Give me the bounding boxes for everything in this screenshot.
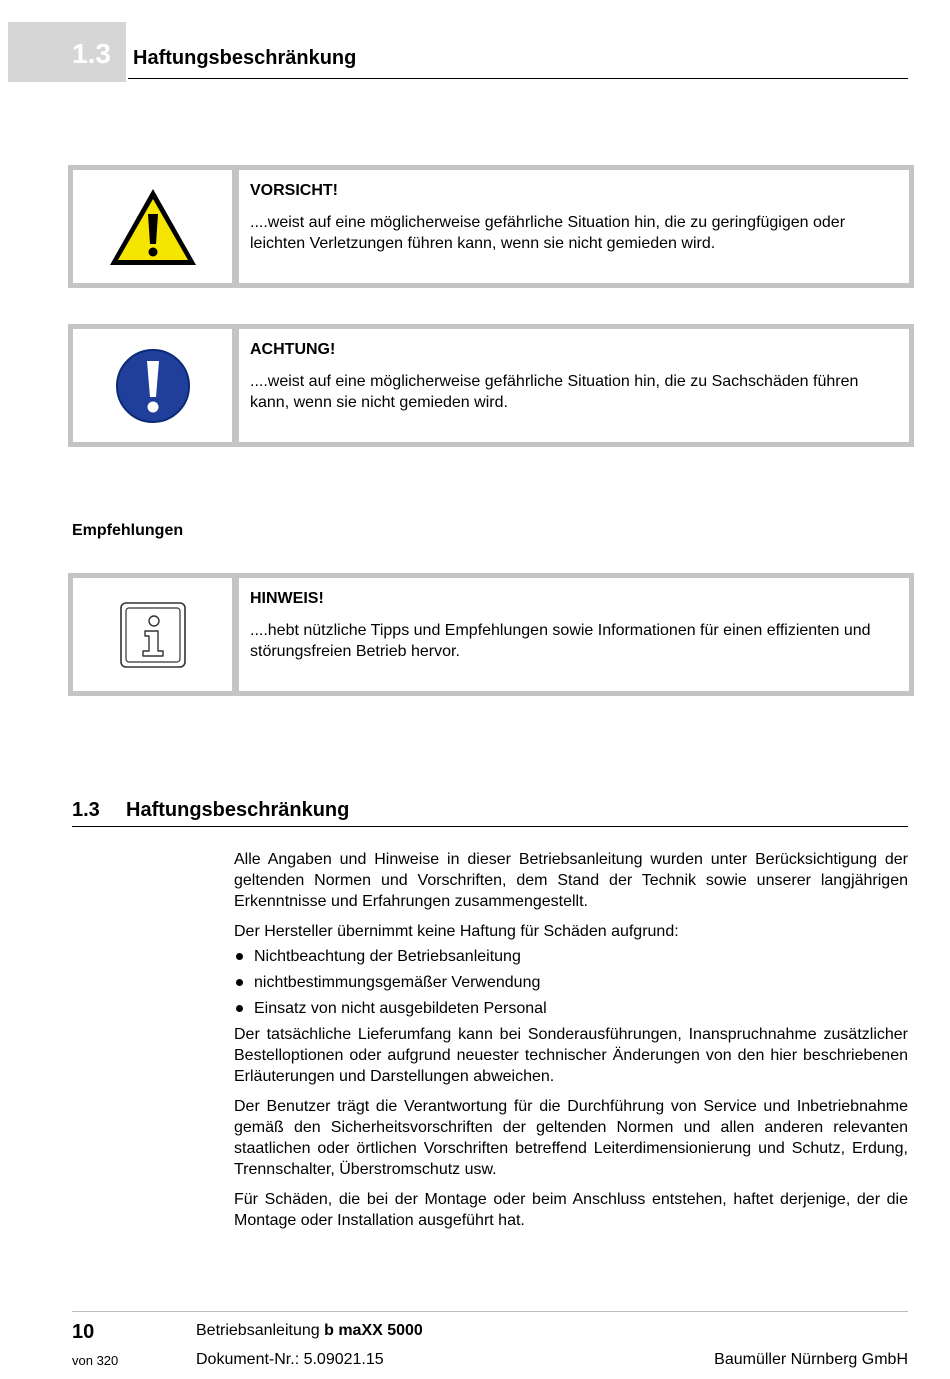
notice-heading: HINWEIS! bbox=[250, 590, 324, 607]
paragraph-liability-lead: Der Hersteller übernimmt keine Haftung für Schäden aufgrund: bbox=[234, 923, 679, 940]
paragraph-user-responsibility: Der Benutzer trägt die Verantwortung für die Durchführung von Service und Inbetriebnahme gemäß den Sicherheitsvorschriften der geltenden Normen und allen anderen relevanten staatlichen oder örtlichen Vorschriften betreffend Leiterdimensionierung und Schutz, Erdung, Trennschalter, Überstromschutz usw. bbox=[234, 1098, 908, 1178]
page-number: 10 bbox=[72, 1321, 95, 1343]
section-title: Haftungsbeschränkung bbox=[126, 799, 350, 821]
notice-divider bbox=[232, 578, 239, 691]
exclamation-circle-icon bbox=[73, 329, 232, 442]
section-content bbox=[234, 849, 908, 1240]
notice-divider bbox=[232, 170, 239, 283]
notice-heading: ACHTUNG! bbox=[250, 341, 336, 358]
bullet-icon bbox=[236, 953, 243, 960]
header-rule bbox=[128, 78, 908, 79]
info-icon bbox=[73, 578, 232, 691]
header-section-title: Haftungsbeschränkung bbox=[133, 47, 357, 69]
notice-hint bbox=[68, 573, 914, 696]
bullet-icon bbox=[236, 979, 243, 986]
recommendations-heading: Empfehlungen bbox=[72, 522, 184, 539]
warning-triangle-icon bbox=[73, 170, 232, 283]
manual-title bbox=[196, 1322, 423, 1340]
notice-divider bbox=[232, 329, 239, 442]
paragraph-installation-liability: Für Schäden, die bei der Montage oder beim Anschluss entstehen, haftet derjenige, der die Montage oder Installation ausgeführt hat. bbox=[234, 1191, 908, 1229]
list-item: Einsatz von nicht ausgebildeten Personal bbox=[234, 998, 908, 1019]
header-section-number: 1.3 bbox=[72, 38, 111, 69]
notice-heading: VORSICHT! bbox=[250, 182, 338, 199]
section-rule bbox=[72, 826, 908, 827]
manual-title-text: Betriebsanleitung b maXX 5000 bbox=[196, 1322, 423, 1339]
notice-attention bbox=[68, 324, 914, 447]
page-total: von 320 bbox=[72, 1353, 119, 1368]
footer-rule bbox=[72, 1311, 908, 1312]
liability-list bbox=[234, 946, 908, 1019]
notice-text: ....weist auf eine möglicherweise gefährliche Situation hin, die zu geringfügigen oder leichten Verletzungen führen kann, wenn sie nicht gemieden wird. bbox=[250, 214, 846, 252]
section-number: 1.3 bbox=[72, 799, 100, 821]
paragraph-delivery-scope: Der tatsächliche Lieferumfang kann bei Sonderausführungen, Inanspruchnahme zusätzlicher Bestelloptionen oder aufgrund neuester technischer Änderungen von den hier beschriebenen Erläuterungen und Darstellungen abweichen. bbox=[234, 1026, 908, 1085]
notice-text: ....hebt nützliche Tipps und Empfehlungen sowie Informationen für einen effizienten und störungsfreien Betrieb hervor. bbox=[250, 622, 871, 660]
notice-text: ....weist auf eine möglicherweise gefährliche Situation hin, die zu Sachschäden führen kann, wenn sie nicht gemieden wird. bbox=[250, 373, 859, 411]
company-name: Baumüller Nürnberg GmbH bbox=[714, 1351, 908, 1368]
bullet-icon bbox=[236, 1005, 243, 1012]
list-item: Nichtbeachtung der Betriebsanleitung bbox=[234, 946, 908, 967]
list-item: nichtbestimmungsgemäßer Verwendung bbox=[234, 972, 908, 993]
notice-caution bbox=[68, 165, 914, 288]
document-number: Dokument-Nr.: 5.09021.15 bbox=[196, 1351, 384, 1368]
paragraph-intro: Alle Angaben und Hinweise in dieser Betriebsanleitung wurden unter Berücksichtigung der geltenden Normen und Vorschriften, dem Stand der Technik sowie unserer langjährigen Erkenntnisse und Erfahrungen zusammengestellt. bbox=[234, 851, 908, 910]
